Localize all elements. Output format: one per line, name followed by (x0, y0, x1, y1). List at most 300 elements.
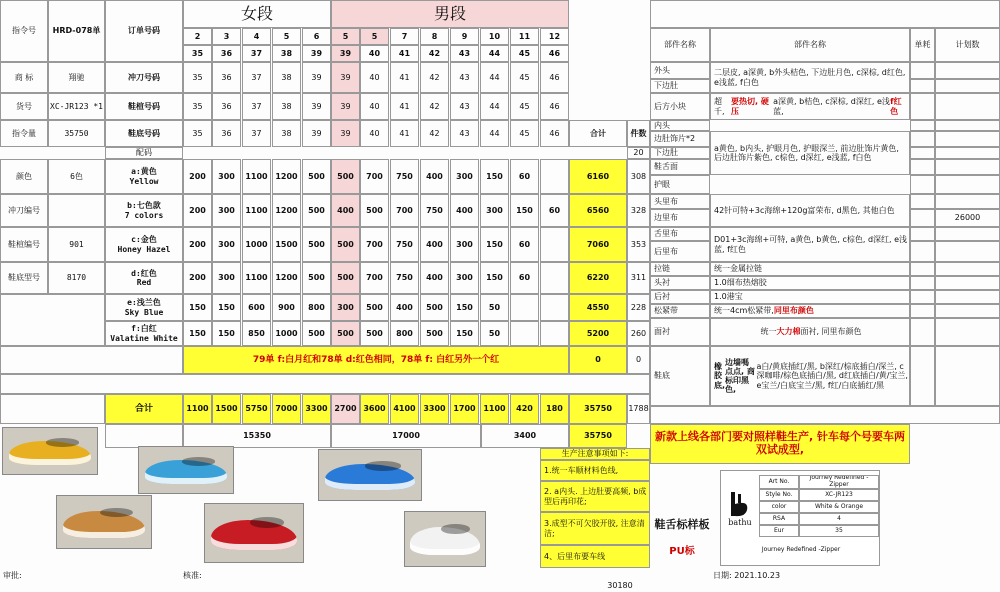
qty-cell (540, 294, 569, 321)
grand-qty: 4100 (390, 394, 419, 424)
code-cell: 46 (540, 93, 569, 120)
peima-count: 20 (627, 147, 650, 159)
param-label: 冲刀编号 (0, 194, 48, 227)
part-usage (910, 241, 935, 262)
code-cell: 41 (390, 120, 419, 147)
qty-cell: 500 (302, 227, 331, 262)
part-desc: D01+3c海绵+可特, a黄色, b黄色, c棕色, d深红, e浅蓝, f红色 (710, 227, 910, 262)
code-cell: 40 (360, 120, 389, 147)
qty-cell: 500 (331, 159, 360, 194)
color-cn: e:浅兰色 (127, 298, 161, 308)
qty-cell: 500 (360, 321, 389, 346)
qty-cell: 150 (450, 321, 479, 346)
size-header: 7 (390, 28, 419, 45)
color-name (105, 194, 183, 227)
part-plan (935, 93, 1000, 120)
qty-cell: 300 (212, 262, 241, 294)
qty-cell: 200 (183, 159, 212, 194)
row-total: 6160 (569, 159, 627, 194)
rich-text-part: a深黄, b桔色, c深棕, d深红, e浅蓝, (773, 97, 890, 116)
qty-cell: 200 (183, 262, 212, 294)
part-name: 后方小块 (650, 93, 710, 120)
code-cell: 43 (450, 93, 479, 120)
grand-total: 35750 (569, 394, 627, 424)
parts-col3: 单耗 (910, 28, 935, 62)
part-name: 舌里布 (650, 227, 710, 241)
part-desc: 二层皮, a深黄, b外头桔色, 下边肚月色, c深棕, d红色, e浅蓝, f白色 (710, 62, 910, 93)
qty-cell: 500 (420, 294, 449, 321)
qty-cell: 500 (360, 294, 389, 321)
size-header: 5 (331, 28, 360, 45)
part-name: 护眼 (650, 175, 710, 194)
qty-cell: 1100 (242, 194, 271, 227)
info-label: 指令量 (0, 120, 48, 147)
qty-cell: 900 (272, 294, 301, 321)
grand-qty: 420 (510, 394, 539, 424)
notes-title: 生产注意事项如下: (540, 448, 650, 460)
code-cell: 42 (420, 62, 449, 93)
qty-cell: 300 (450, 262, 479, 294)
shoe-photo (404, 511, 486, 567)
info-label: 商 标 (0, 62, 48, 93)
grand-qty: 1100 (480, 394, 509, 424)
part-plan (935, 346, 1000, 406)
women-subtotal: 15350 (183, 424, 331, 448)
qty-cell: 60 (510, 262, 539, 294)
part-name: 鞋底 (650, 346, 710, 406)
code-cell: 40 (360, 62, 389, 93)
qty-cell: 1100 (242, 262, 271, 294)
size-header: 11 (510, 28, 539, 45)
eu-size: 41 (390, 45, 419, 62)
color-name (105, 227, 183, 262)
part-plan (935, 159, 1000, 175)
brand-name: bathu (728, 517, 752, 527)
qty-cell: 500 (302, 159, 331, 194)
production-note: 2. a内头. 上边肚要高频, b成型后再印花; (540, 481, 650, 512)
part-desc: 1.0细布热熔胶 (710, 276, 910, 290)
qty-cell: 800 (390, 321, 419, 346)
part-plan (935, 120, 1000, 131)
part-desc (710, 346, 910, 406)
qty-cell: 150 (480, 159, 509, 194)
size-header: 9 (450, 28, 479, 45)
part-plan (935, 147, 1000, 159)
size-header: 6 (302, 28, 331, 45)
sample-label: 鞋舌标样板 (654, 517, 710, 531)
shoe-photo (138, 446, 234, 494)
code-cell: 38 (272, 62, 301, 93)
code-cell: 38 (272, 120, 301, 147)
color-en: Yellow (129, 176, 159, 186)
tag-value: XC-JR123 (799, 489, 879, 501)
parts-blank (650, 406, 1000, 424)
qty-cell: 300 (450, 159, 479, 194)
qty-cell: 1200 (272, 194, 301, 227)
part-usage (910, 304, 935, 318)
qty-cell: 750 (390, 262, 419, 294)
production-note: 3.成型不可欠胶开胶, 注意清洁; (540, 512, 650, 545)
part-usage (910, 175, 935, 194)
part-usage (910, 93, 935, 120)
code-cell: 41 (390, 93, 419, 120)
qty-cell: 200 (183, 194, 212, 227)
rich-text-part: 橡胶底, (714, 362, 726, 390)
qty-cell: 400 (331, 194, 360, 227)
param-value: 6色 (48, 159, 105, 194)
qty-cell: 60 (540, 194, 569, 227)
tag-value: 35 (799, 525, 879, 537)
order-code-label: 订单号码 (105, 0, 183, 62)
grand-qty: 7000 (272, 394, 301, 424)
parts-col1: 部件名称 (650, 28, 710, 62)
code-cell: 39 (302, 62, 331, 93)
qty-cell: 500 (420, 321, 449, 346)
part-plan (935, 131, 1000, 147)
qty-cell: 150 (183, 294, 212, 321)
grand-qty: 2700 (331, 394, 360, 424)
tag-key: color (759, 501, 799, 513)
qty-cell: 150 (212, 294, 241, 321)
info-label: 货号 (0, 93, 48, 120)
rich-text-part: 大力棉 (776, 327, 801, 337)
qty-cell: 500 (360, 194, 389, 227)
part-name: 内头 (650, 120, 710, 131)
tongue-label-sample (652, 505, 712, 545)
row-pieces: 228 (627, 294, 650, 321)
code-cell: 45 (510, 120, 539, 147)
qty-cell: 700 (360, 262, 389, 294)
qty-cell: 1000 (242, 227, 271, 262)
bottom-number: 30180 (607, 581, 633, 591)
code-cell: 38 (272, 93, 301, 120)
size-header: 3 (212, 28, 241, 45)
param-value: 901 (48, 227, 105, 262)
parts-col4: 计划数 (935, 28, 1000, 62)
qty-cell: 150 (212, 321, 241, 346)
note-total: 0 (569, 346, 627, 374)
part-usage (910, 227, 935, 241)
blank-row (0, 374, 650, 394)
code-cell: 35 (183, 120, 212, 147)
color-cn: b:七色款 (127, 201, 161, 211)
code-cell: 40 (360, 93, 389, 120)
eu-size: 39 (302, 45, 331, 62)
grand-qty: 3300 (420, 394, 449, 424)
part-plan (935, 276, 1000, 290)
code-label: 鞋底号码 (105, 120, 183, 147)
part-usage (910, 159, 935, 175)
qty-cell: 700 (390, 194, 419, 227)
subtotal-total: 35750 (569, 424, 627, 448)
row-total: 6560 (569, 194, 627, 227)
eu-size: 37 (242, 45, 271, 62)
grand-qty: 180 (540, 394, 569, 424)
part-desc (710, 318, 910, 346)
row-total: 7060 (569, 227, 627, 262)
part-name: 下边肚 (650, 147, 710, 159)
shoe-tag (720, 470, 880, 566)
qty-cell (540, 159, 569, 194)
color-cn: f:白红 (131, 324, 157, 334)
qty-cell: 200 (183, 227, 212, 262)
eu-size: 43 (450, 45, 479, 62)
param-label: 鞋楦编号 (0, 227, 48, 262)
code-label: 冲刀号码 (105, 62, 183, 93)
part-plan (935, 262, 1000, 276)
code-label: 鞋楦号码 (105, 93, 183, 120)
qty-cell: 750 (420, 194, 449, 227)
part-usage (910, 131, 935, 147)
eu-size: 44 (480, 45, 509, 62)
shoe-photo (318, 449, 422, 501)
grand-pieces: 1788 (627, 394, 650, 424)
qty-cell: 1200 (272, 262, 301, 294)
parts-header-blank (650, 0, 1000, 28)
part-name: 边肚饰片*2 (650, 131, 710, 147)
part-name: 外头 (650, 62, 710, 79)
code-cell: 36 (212, 93, 241, 120)
part-name: 松紧带 (650, 304, 710, 318)
qty-cell: 500 (331, 262, 360, 294)
brand-logo (725, 483, 755, 533)
qty-cell: 50 (480, 294, 509, 321)
qty-cell (510, 321, 539, 346)
color-en: Sky Blue (124, 307, 164, 317)
param-value: 8170 (48, 262, 105, 294)
shoe-image (410, 527, 480, 555)
part-desc: a黄色, b内头, 护眼月色, 护眼深兰, 前边肚饰片黄色, 后边肚饰片紫色, c棕色, d深红, e浅蓝, f白色 (710, 131, 910, 175)
tag-key: Eur (759, 525, 799, 537)
part-plan (935, 304, 1000, 318)
eu-size: 36 (212, 45, 241, 62)
part-usage (910, 147, 935, 159)
tag-value: Journey Redefined - Zipper (799, 475, 879, 489)
row-total: 4550 (569, 294, 627, 321)
row-pieces: 308 (627, 159, 650, 194)
order-no: HRD-078单 (48, 0, 105, 62)
qty-cell: 700 (360, 159, 389, 194)
code-cell: 37 (242, 62, 271, 93)
production-note: 1.统一车顺材料色线, (540, 460, 650, 481)
part-plan (935, 62, 1000, 79)
part-usage (910, 318, 935, 346)
qty-cell (540, 227, 569, 262)
part-desc: 1.0港宝 (710, 290, 910, 304)
param-label: 鞋底型号 (0, 262, 48, 294)
part-name: 头里布 (650, 194, 710, 209)
men-subtotal: 17000 (331, 424, 481, 448)
qty-cell: 850 (242, 321, 271, 346)
tag-key: Style No. (759, 489, 799, 501)
note-row-text: 79单 f:白月红和78单 d:红色相同，78单 f: 白红另外一个红 (183, 346, 569, 374)
rich-text-part: 边墙嗎点点, 商标印黑色, (725, 357, 755, 395)
grand-qty: 1700 (450, 394, 479, 424)
size-header: 8 (420, 28, 449, 45)
rich-text-part: 统一 (760, 327, 777, 337)
qty-cell: 150 (480, 227, 509, 262)
row-pieces: 353 (627, 227, 650, 262)
qty-cell: 150 (183, 321, 212, 346)
large-subtotal: 3400 (481, 424, 569, 448)
part-name: 下边肚 (650, 79, 710, 93)
tag-value: 4 (799, 513, 879, 525)
color-name (105, 321, 183, 346)
eu-size: 38 (272, 45, 301, 62)
qty-cell: 400 (450, 194, 479, 227)
part-usage (910, 79, 935, 93)
part-name: 面衬 (650, 318, 710, 346)
size-header: 5 (272, 28, 301, 45)
part-desc (710, 93, 910, 120)
param-value (48, 194, 105, 227)
part-name: 头衬 (650, 276, 710, 290)
qty-cell: 150 (450, 294, 479, 321)
shoe-image (211, 520, 297, 550)
code-cell: 44 (480, 62, 509, 93)
qty-cell (540, 321, 569, 346)
row-pieces: 328 (627, 194, 650, 227)
qty-cell: 400 (420, 227, 449, 262)
color-en: Honey Hazel (117, 244, 171, 254)
qty-cell: 50 (480, 321, 509, 346)
code-cell: 39 (302, 93, 331, 120)
qty-cell: 300 (212, 159, 241, 194)
part-plan (935, 318, 1000, 346)
shoe-image (145, 460, 228, 484)
part-name: 拉链 (650, 262, 710, 276)
rich-text-part: a白/黄底插红/黑, b深红/棕底插白/深兰, c深咖啡/棕色底插白/黑, d红底插白/黄/宝兰, e宝兰/白底宝兰/黑, f红/白底插红/黑 (756, 362, 908, 390)
order-no-label: 指令号 (0, 0, 48, 62)
part-usage (910, 276, 935, 290)
eu-size: 40 (360, 45, 389, 62)
info-value: 35750 (48, 120, 105, 147)
code-cell: 46 (540, 120, 569, 147)
grand-qty: 5750 (242, 394, 271, 424)
qty-cell: 1000 (272, 321, 301, 346)
code-cell: 41 (390, 62, 419, 93)
part-plan (935, 194, 1000, 209)
grand-qty: 3600 (360, 394, 389, 424)
qty-cell: 60 (510, 227, 539, 262)
qty-cell: 400 (420, 159, 449, 194)
qty-cell: 300 (331, 294, 360, 321)
bathu-logo-icon (729, 490, 751, 518)
info-value: XC-JR123 *1 (48, 93, 105, 120)
qty-cell: 300 (480, 194, 509, 227)
qty-cell (510, 294, 539, 321)
code-cell: 43 (450, 62, 479, 93)
rich-text-part: f红色 (890, 97, 902, 116)
qty-cell: 300 (450, 227, 479, 262)
code-cell: 37 (242, 120, 271, 147)
grand-qty: 1500 (212, 394, 241, 424)
size-header: 4 (242, 28, 271, 45)
rich-text-part: 要热切, 硬压 (731, 97, 769, 116)
code-cell: 36 (212, 62, 241, 93)
color-en: Red (136, 278, 152, 287)
qty-cell: 500 (302, 262, 331, 294)
parts-col2: 部件名称 (710, 28, 910, 62)
code-cell: 45 (510, 62, 539, 93)
part-usage (910, 262, 935, 276)
code-cell: 42 (420, 120, 449, 147)
color-cn: d:红色 (131, 268, 157, 278)
code-cell: 36 (212, 120, 241, 147)
code-cell: 43 (450, 120, 479, 147)
color-en: 7 colors (124, 210, 164, 220)
audit-label: 审批: (3, 571, 22, 581)
part-name: 鞋舌面 (650, 159, 710, 175)
code-cell: 44 (480, 93, 509, 120)
review-label: 核准: (183, 571, 202, 581)
qty-cell: 1100 (242, 159, 271, 194)
eu-size: 39 (331, 45, 360, 62)
code-cell: 46 (540, 62, 569, 93)
tag-key: RSA (759, 513, 799, 525)
qty-cell: 750 (390, 227, 419, 262)
qty-cell: 150 (510, 194, 539, 227)
qty-cell: 60 (510, 159, 539, 194)
part-plan (935, 290, 1000, 304)
size-header: 10 (480, 28, 509, 45)
tag-footer: Journey Redefined -Zipper (761, 545, 841, 553)
qty-cell (540, 262, 569, 294)
men-section-label: 男段 (331, 0, 569, 28)
part-usage (910, 194, 935, 209)
color-name (105, 294, 183, 321)
peima-label: 配码 (105, 147, 183, 159)
row-pieces: 260 (627, 321, 650, 346)
blank (0, 394, 105, 424)
code-cell: 42 (420, 93, 449, 120)
qty-cell: 400 (420, 262, 449, 294)
eu-size: 35 (183, 45, 212, 62)
shoe-photo (204, 503, 304, 563)
part-name: 边里布 (650, 209, 710, 227)
color-name (105, 262, 183, 294)
note-empty (0, 346, 183, 374)
color-name (105, 159, 183, 194)
rich-text-part: 面衬, 同里布颜色 (800, 327, 862, 337)
production-note: 4、后里布要车线 (540, 545, 650, 568)
rich-text-part: 超千, (714, 97, 725, 116)
part-usage (910, 120, 935, 131)
qty-cell: 750 (390, 159, 419, 194)
code-cell: 44 (480, 120, 509, 147)
rich-text-part: 同里布颜色 (773, 306, 814, 316)
qty-cell: 500 (302, 194, 331, 227)
code-cell: 35 (183, 93, 212, 120)
note-pieces: 0 (627, 346, 650, 374)
qty-cell: 150 (480, 262, 509, 294)
part-desc: 统一金属拉链 (710, 262, 910, 276)
part-name: 后里布 (650, 241, 710, 262)
pu-label: PU标 (669, 546, 695, 558)
part-name: 后衬 (650, 290, 710, 304)
code-cell: 35 (183, 62, 212, 93)
code-cell: 39 (331, 120, 360, 147)
pieces-label: 件数 (627, 120, 650, 147)
part-desc (710, 304, 910, 318)
code-cell: 45 (510, 93, 539, 120)
code-cell: 39 (302, 120, 331, 147)
eu-size: 42 (420, 45, 449, 62)
qty-cell: 700 (360, 227, 389, 262)
size-header: 2 (183, 28, 212, 45)
grand-qty: 3300 (302, 394, 331, 424)
part-usage (910, 346, 935, 406)
